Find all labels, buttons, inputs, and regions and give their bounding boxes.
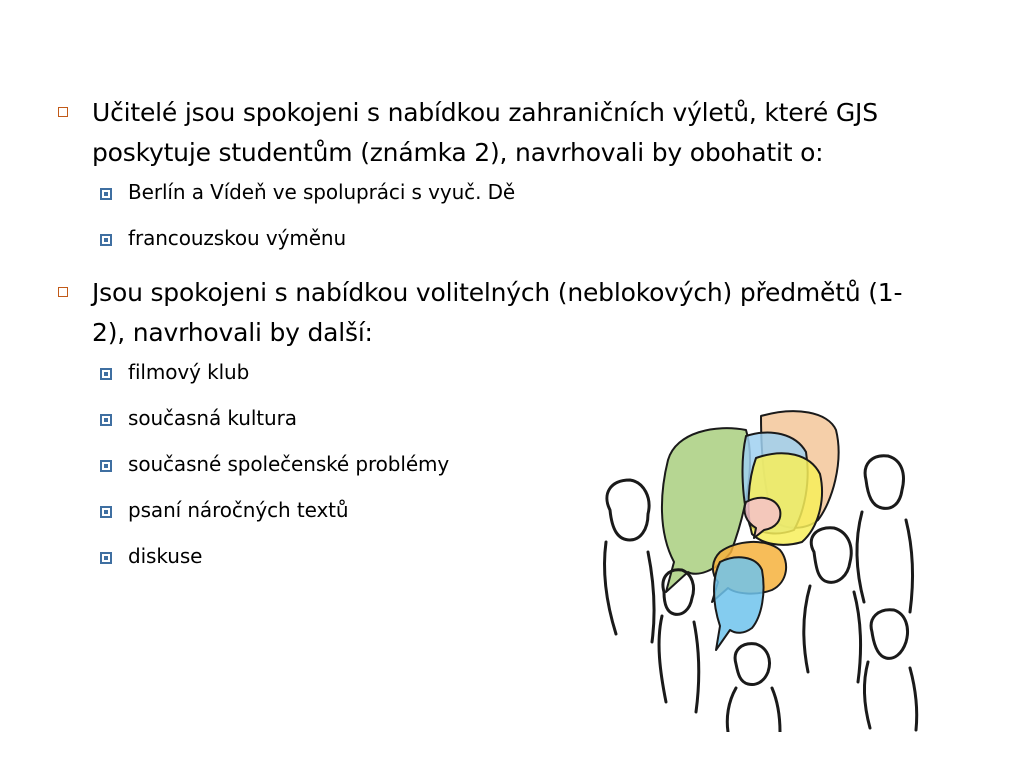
sub-bullet-text: diskuse [128,544,203,568]
speech-bubbles [662,411,839,650]
sub-bullet-text: francouzskou výměnu [128,226,347,250]
filled-square-bullet-icon [100,188,112,200]
filled-square-bullet-icon [100,460,112,472]
filled-square-bullet-icon [100,234,112,246]
square-bullet-icon [58,287,68,297]
sub-bullet-text: současné společenské problémy [128,452,450,476]
sub-bullet-text: psaní náročných textů [128,498,349,522]
sub-bullet-text: filmový klub [128,360,250,384]
bullet-item-1 [52,93,1002,173]
filled-square-bullet-icon [100,506,112,518]
sub-bullet-item [52,361,992,407]
filled-square-bullet-icon [100,414,112,426]
speech-bubble-blue [714,557,764,650]
people-talking-speech-bubbles-illustration [596,402,944,732]
bullet-item-1-text: Učitelé jsou spokojeni s nabídkou zahraničních výletů, které GJS poskytuje studentům (známka 2), navrhovali by obohatit o: [92,98,878,167]
sub-bullet-item [52,181,992,227]
bullet-item-2-text: Jsou spokojeni s nabídkou volitelných (neblokových) předmětů (1-2), navrhovali by další: [92,278,903,347]
sub-bullet-text: současná kultura [128,406,297,430]
sub-bullet-item [52,227,992,273]
square-bullet-icon [58,107,68,117]
filled-square-bullet-icon [100,552,112,564]
sub-bullet-text: Berlín a Vídeň ve spolupráci s vyuč. Dě [128,180,516,204]
filled-square-bullet-icon [100,368,112,380]
bullet-item-2 [52,273,912,353]
